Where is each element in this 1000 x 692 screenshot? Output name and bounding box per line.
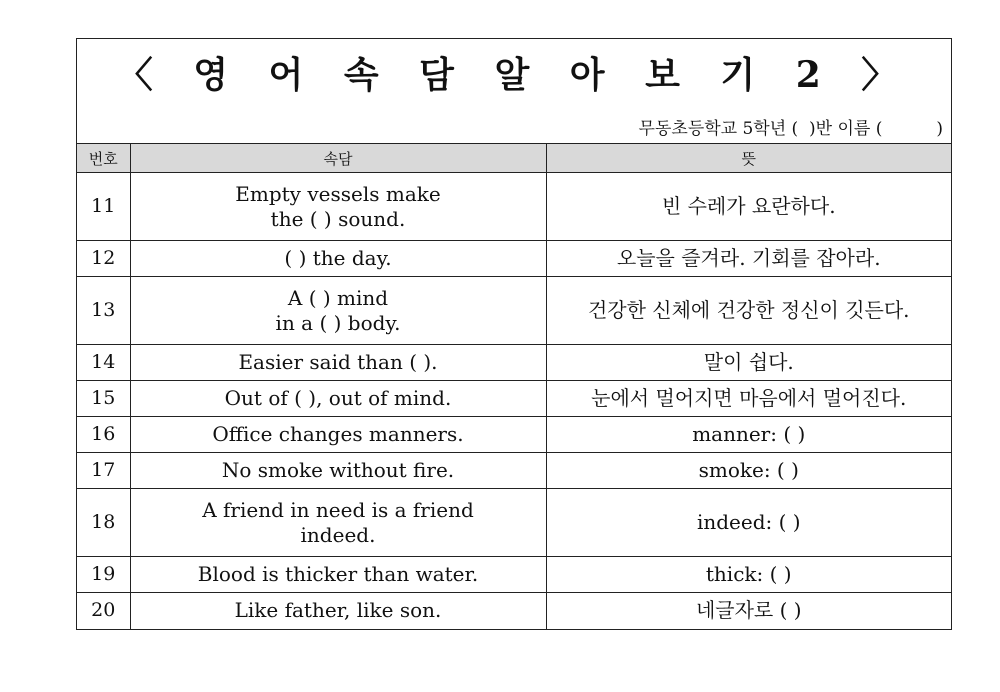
worksheet-header	[77, 39, 951, 144]
row-proverb: ( ) the day.	[130, 241, 546, 277]
row-meaning: indeed: ( )	[546, 489, 951, 557]
table-row	[77, 381, 951, 417]
row-proverb: A ( ) mind in a ( ) body.	[130, 277, 546, 345]
column-header-number: 번호	[77, 144, 130, 173]
row-meaning: 말이 쉽다.	[546, 345, 951, 381]
worksheet-title: 〈 영 어 속 담 알 아 보 기 2 〉	[116, 54, 912, 96]
row-meaning: smoke: ( )	[546, 453, 951, 489]
row-proverb: Out of ( ), out of mind.	[130, 381, 546, 417]
row-number: 14	[77, 345, 130, 381]
row-meaning: thick: ( )	[546, 557, 951, 593]
proverb-table	[77, 144, 951, 629]
row-number: 20	[77, 593, 130, 629]
row-proverb: Office changes manners.	[130, 417, 546, 453]
worksheet	[76, 38, 952, 630]
row-meaning: 네글자로 ( )	[546, 593, 951, 629]
table-row	[77, 453, 951, 489]
row-number: 16	[77, 417, 130, 453]
row-proverb: No smoke without fire.	[130, 453, 546, 489]
row-meaning: 빈 수레가 요란하다.	[546, 173, 951, 241]
table-row	[77, 345, 951, 381]
row-number: 13	[77, 277, 130, 345]
school-class-name-line: 무동초등학교 5학년 ( )반 이름 ( )	[638, 119, 943, 139]
row-number: 17	[77, 453, 130, 489]
row-proverb: Easier said than ( ).	[130, 345, 546, 381]
table-row	[77, 557, 951, 593]
row-proverb: Empty vessels make the ( ) sound.	[130, 173, 546, 241]
row-number: 15	[77, 381, 130, 417]
row-number: 12	[77, 241, 130, 277]
row-meaning: 건강한 신체에 건강한 정신이 깃든다.	[546, 277, 951, 345]
row-number: 11	[77, 173, 130, 241]
table-row	[77, 241, 951, 277]
row-meaning: 눈에서 멀어지면 마음에서 멀어진다.	[546, 381, 951, 417]
table-row	[77, 277, 951, 345]
column-header-proverb: 속담	[130, 144, 546, 173]
row-number: 18	[77, 489, 130, 557]
table-row	[77, 417, 951, 453]
row-proverb: A friend in need is a friend indeed.	[130, 489, 546, 557]
table-row	[77, 489, 951, 557]
table-row	[77, 593, 951, 629]
row-proverb: Blood is thicker than water.	[130, 557, 546, 593]
table-header-row	[77, 144, 951, 173]
row-number: 19	[77, 557, 130, 593]
row-proverb: Like father, like son.	[130, 593, 546, 629]
row-meaning: 오늘을 즐겨라. 기회를 잡아라.	[546, 241, 951, 277]
column-header-meaning: 뜻	[546, 144, 951, 173]
row-meaning: manner: ( )	[546, 417, 951, 453]
table-row	[77, 173, 951, 241]
